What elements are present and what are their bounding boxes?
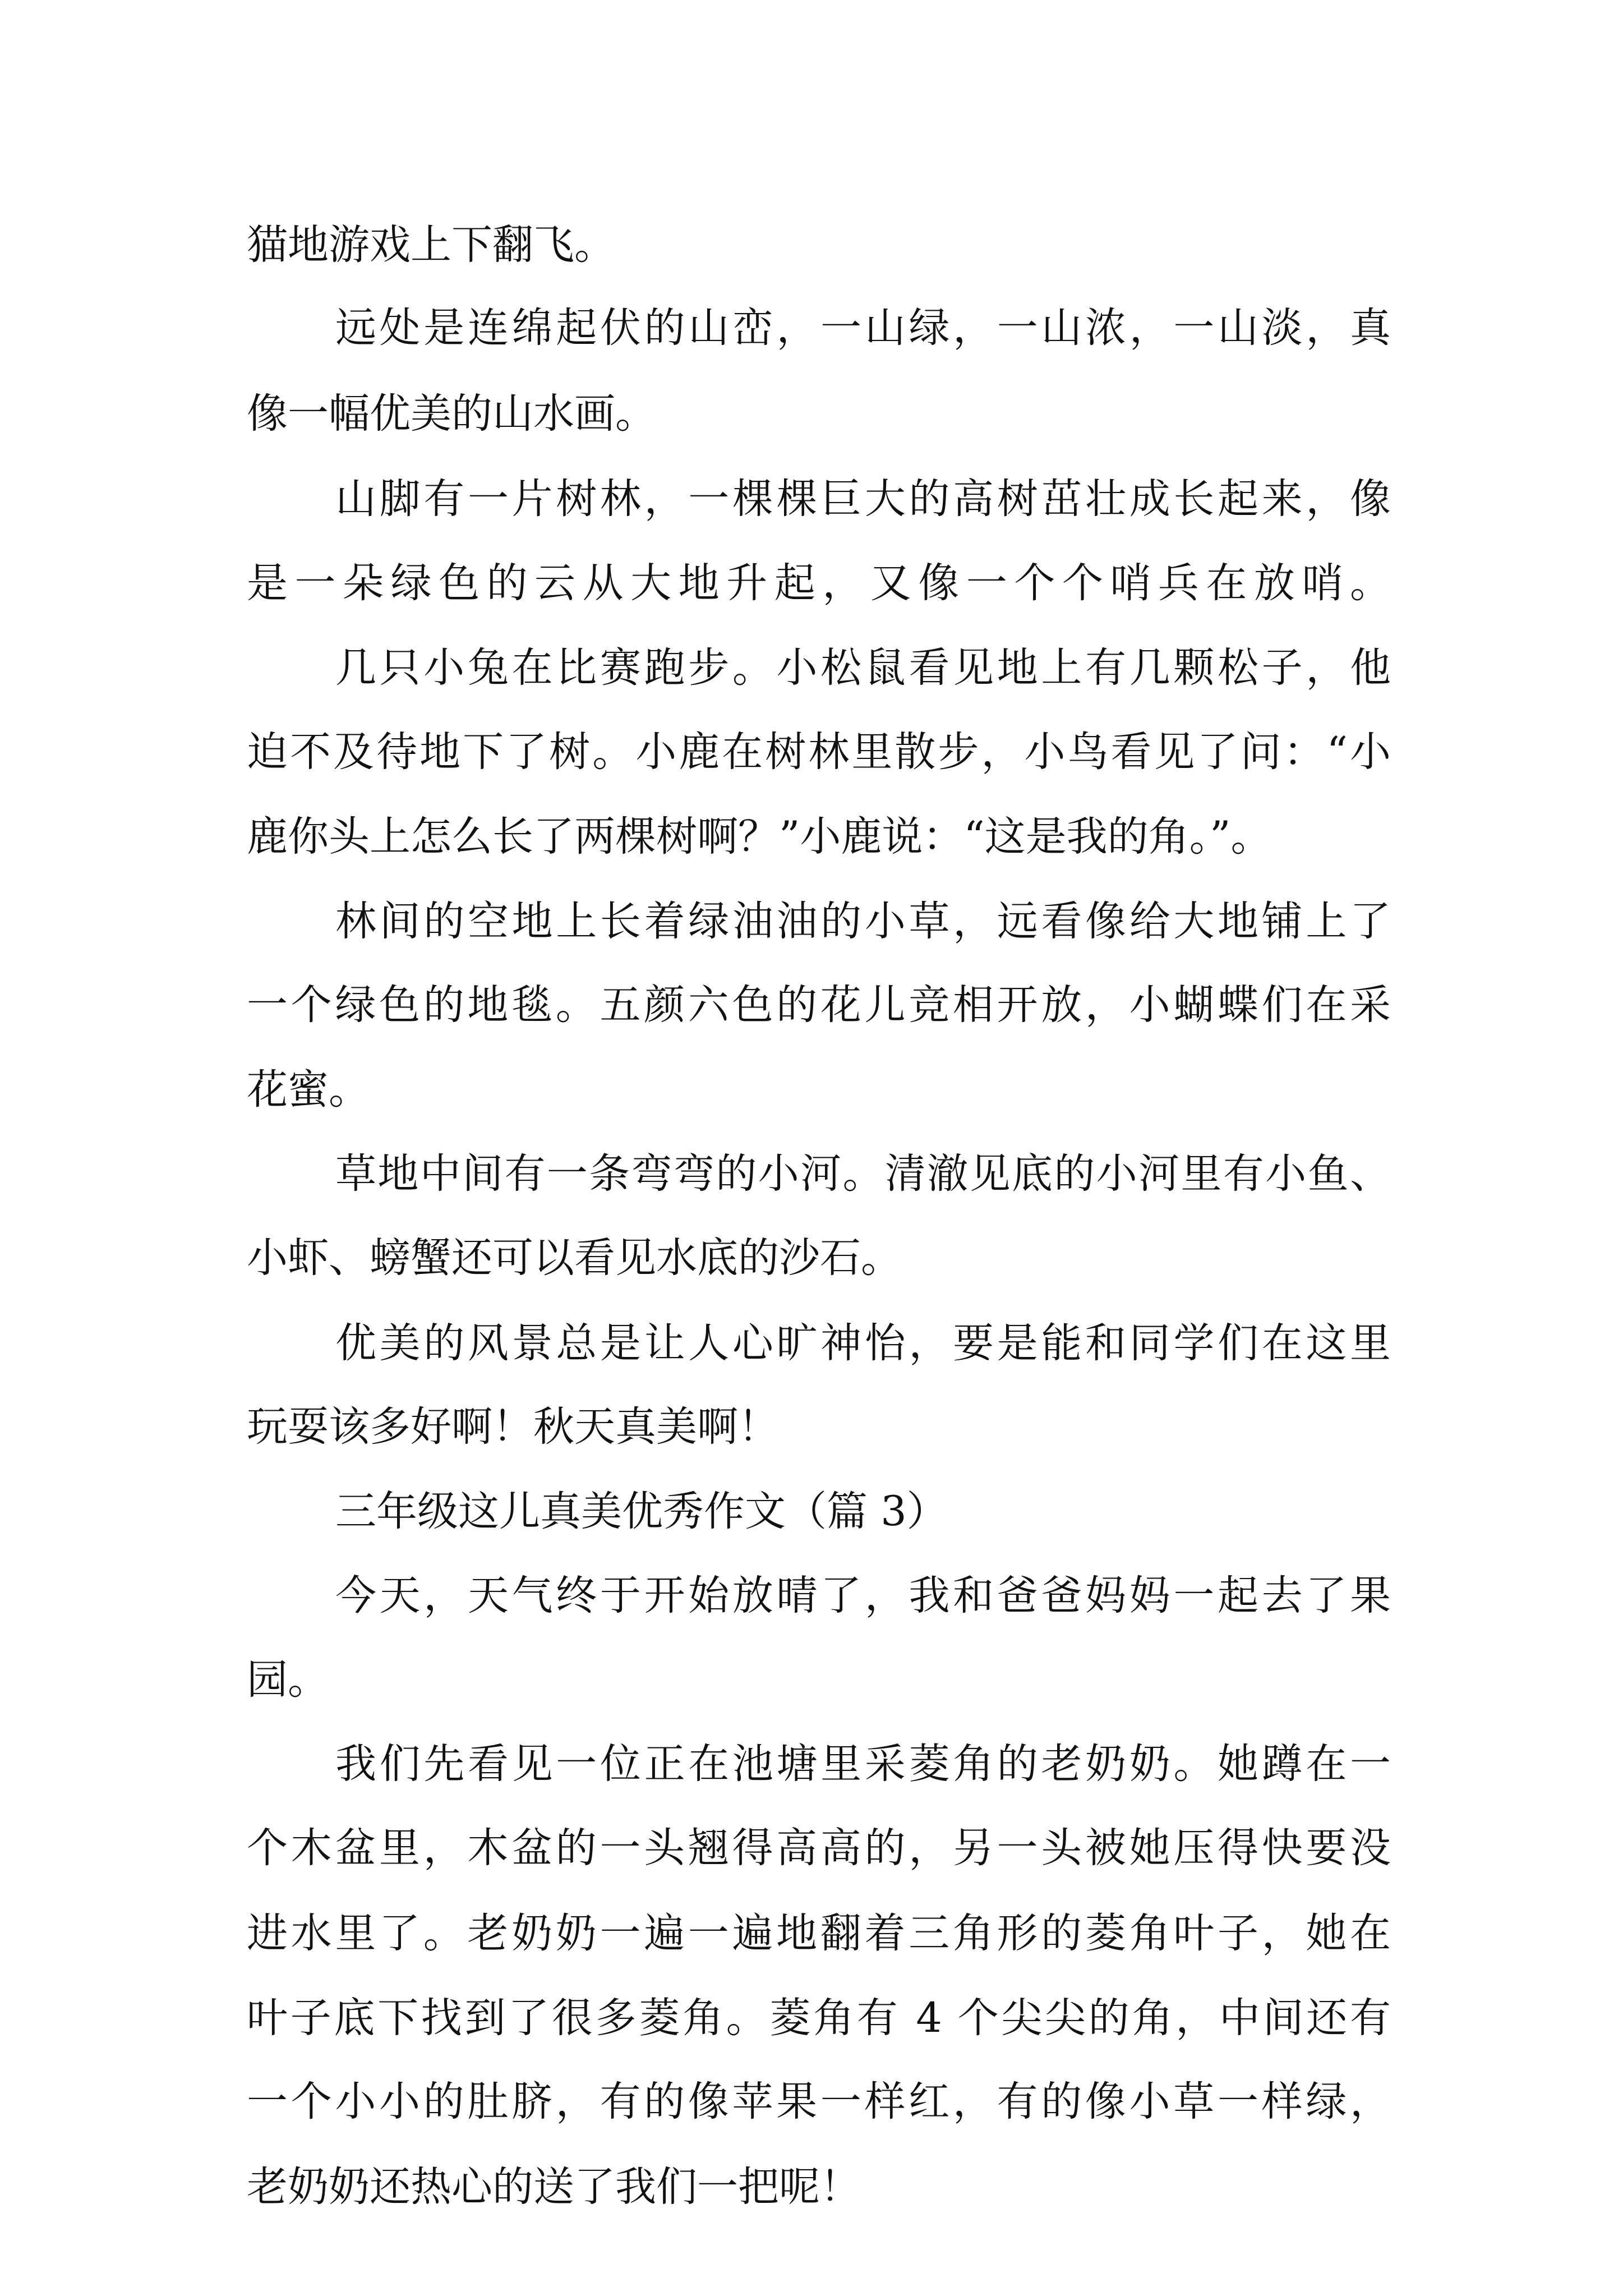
text-line: 迫不及待地下了树。小鹿在树林里散步，小鸟看见了问：“小 [247,728,1391,776]
paragraph-first-line: 远处是连绵起伏的山峦，一山绿，一山浓，一山淡，真 [335,304,1391,352]
text-line: 像一幅优美的山水画。 [247,390,656,438]
paragraph-first-line: 几只小兔在比赛跑步。小松鼠看见地上有几颗松子，他 [335,644,1391,692]
text-line: 猫地游戏上下翻飞。 [247,221,615,269]
text-line: 园。 [247,1656,329,1704]
text-line: 玩耍该多好啊！秋天真美啊！ [247,1403,779,1451]
text-line: 一个小小的肚脐，有的像苹果一样红，有的像小草一样绿， [247,2078,1391,2125]
paragraph-first-line: 草地中间有一条弯弯的小河。清澈见底的小河里有小鱼、 [335,1150,1391,1198]
text-line: 老奶奶还热心的送了我们一把呢！ [247,2163,861,2211]
text-line: 个木盆里，木盆的一头翘得高高的，另一头被她压得快要没 [247,1824,1391,1872]
text-line: 小虾、螃蟹还可以看见水底的沙石。 [247,1234,902,1282]
paragraph-first-line: 今天，天气终于开始放晴了，我和爸爸妈妈一起去了果 [335,1572,1391,1619]
paragraph-first-line: 山脚有一片树林，一棵棵巨大的高树茁壮成长起来，像 [335,475,1391,523]
paragraph-first-line: 林间的空地上长着绿油油的小草，远看像给大地铺上了 [335,898,1391,945]
text-line: 是一朵绿色的云从大地升起，又像一个个哨兵在放哨。 [247,559,1391,607]
text-line: 花蜜。 [247,1066,370,1114]
text-line: 一个绿色的地毯。五颜六色的花儿竞相开放，小蝴蝶们在采 [247,981,1391,1029]
text-line: 进水里了。老奶奶一遍一遍地翻着三角形的菱角叶子，她在 [247,1910,1391,1957]
text-line: 鹿你头上怎么长了两棵树啊？”小鹿说：“这是我的角。”。 [247,813,1272,861]
section-heading: 三年级这儿真美优秀作文（篇 3） [335,1488,948,1535]
text-line: 叶子底下找到了很多菱角。菱角有 4 个尖尖的角，中间还有 [247,1994,1391,2042]
paragraph-first-line: 我们先看见一位正在池塘里采菱角的老奶奶。她蹲在一 [335,1740,1391,1788]
paragraph-first-line: 优美的风景总是让人心旷神怡，要是能和同学们在这里 [335,1319,1391,1367]
